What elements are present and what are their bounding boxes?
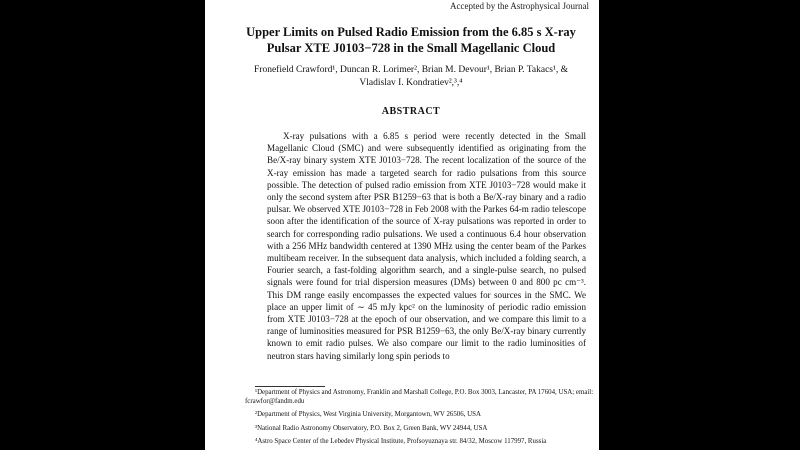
paper-page — [205, 0, 599, 450]
footnotes — [245, 388, 594, 450]
paper-title: Upper Limits on Pulsed Radio Emission from the 6.85 s X-ray Pulsar XTE J0103−728 in the Small Magellanic Cloud — [246, 25, 576, 55]
footnote-4: ⁴Astro Space Center of the Lebedev Physical Institute, Profsoyuznaya str. 84/32, Moscow 117997, Russia — [255, 437, 547, 445]
footnote-1: ¹Department of Physics and Astronomy, Franklin and Marshall College, P.O. Box 3003, Lancaster, PA 17604, USA; email: fcrawfor@fandm.edu — [245, 389, 594, 406]
footnote-rule — [255, 386, 325, 387]
authors-line-2: Vladislav I. Kondratiev²,³,⁴ — [359, 78, 463, 88]
author-list — [235, 64, 587, 90]
accepted-notice: Accepted by the Astrophysical Journal — [450, 1, 589, 11]
abstract-heading: ABSTRACT — [381, 106, 441, 117]
abstract-text: X-ray pulsations with a 6.85 s period were recently detected in the Small Magellanic Cloud (SMC) and were subsequently identified as originating from the Be/X-ray binary system XTE J0103−728. The recent localization of the source of the X-ray emission has made a targeted search for radio pulsations from this source possible. The detection of pulsed radio emission from XTE J0103−728 would make it only the second system after PSR B1259−63 that is both a Be/X-ray binary and a radio pulsar. We observed XTE J0103−728 in Feb 2008 with the Parkes 64-m radio telescope soon after the identification of the source of X-ray pulsations was reported in order to search for corresponding radio pulsations. We used a continuous 6.4 hour observation with a 256 MHz bandwidth centered at 1390 MHz using the center beam of the Parkes multibeam receiver. In the subsequent data analysis, which included a folding search, a Fourier search, a fast-folding algorithm search, and a single-pulse search, no pulsed signals were found for trial dispersion measures (DMs) between 0 and 800 pc cm⁻³. This DM range easily encompasses the expected values for sources in the SMC. We place an upper limit of ∼ 45 mJy kpc² on the luminosity of periodic radio emission from XTE J0103−728 at the epoch of our observation, and we compare this limit to a range of luminosities measured for PSR B1259−63, the only Be/X-ray binary currently known to emit radio pulses. We also compare our limit to the radio luminosities of neutron stars having similarly long spin periods to — [267, 131, 586, 361]
footnote-3: ³National Radio Astronomy Observatory, P.O. Box 2, Green Bank, WV 24944, USA — [255, 424, 488, 432]
authors-line-1: Fronefield Crawford¹, Duncan R. Lorimer², Brian M. Devour¹, Brian P. Takacs¹, & — [254, 65, 568, 75]
footnote-2: ²Department of Physics, West Virginia University, Morgantown, WV 26506, USA — [255, 411, 481, 419]
